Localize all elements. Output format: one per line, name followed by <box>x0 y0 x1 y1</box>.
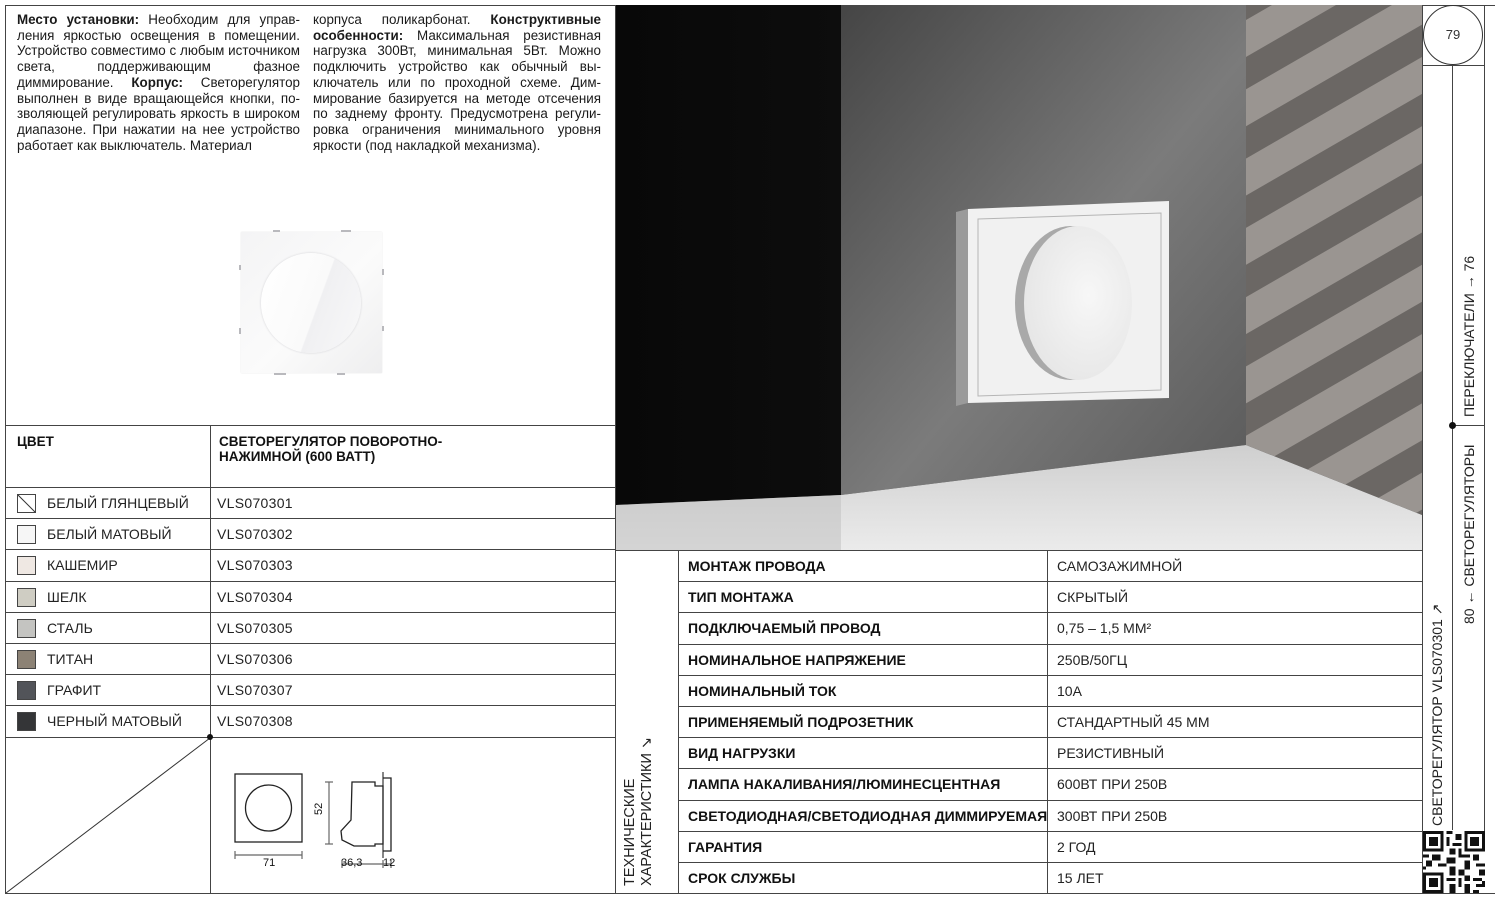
color-swatch <box>17 494 36 513</box>
spec-label: ГАРАНТИЯ <box>688 839 763 855</box>
housing-label: Корпус: <box>131 74 183 90</box>
color-swatch <box>17 619 36 638</box>
spec-value: САМОЗАЖИМНОЙ <box>1057 558 1183 574</box>
product-code: VLS070302 <box>217 526 293 542</box>
color-row-divider <box>5 612 616 613</box>
specs-section-title-line2: ХАРАКТЕРИСТИКИ ↘ <box>639 736 655 886</box>
color-swatch <box>17 525 36 544</box>
spec-row-divider <box>678 706 1423 707</box>
colors-table-top <box>5 425 616 426</box>
blank-cell-diagonal <box>5 737 211 894</box>
spec-row-divider <box>678 800 1423 801</box>
product-reference-link[interactable]: СВЕТОРЕГУЛЯТОР VLS070301 ↗ <box>1429 603 1445 826</box>
spec-label: НОМИНАЛЬНЫЙ ТОК <box>688 683 837 699</box>
dimmer-knob <box>261 253 361 353</box>
spec-row-divider <box>678 675 1423 676</box>
color-row-divider <box>5 674 616 675</box>
nav-prev-section-link[interactable]: 80 ← СВЕТОРЕГУЛЯТОРЫ <box>1461 444 1477 624</box>
spec-value: 10А <box>1057 683 1082 699</box>
color-swatch <box>17 712 36 731</box>
material-text: корпуса поликарбонат. <box>313 12 491 27</box>
color-swatch <box>17 588 36 607</box>
spec-value: 15 ЛЕТ <box>1057 870 1104 886</box>
color-row-divider <box>5 549 616 550</box>
sidebar-page-box-bottom <box>1422 65 1484 66</box>
product-code: VLS070301 <box>217 495 293 511</box>
frame-right-border <box>1484 5 1485 894</box>
color-name: КАШЕМИР <box>47 557 118 573</box>
hero-right-border <box>1422 5 1423 894</box>
description-col-2 <box>313 12 601 153</box>
color-row-divider <box>5 643 616 644</box>
spec-value: СТАНДАРТНЫЙ 45 ММ <box>1057 714 1210 730</box>
color-name: БЕЛЫЙ МАТОВЫЙ <box>47 526 172 542</box>
spec-row-divider <box>678 862 1423 863</box>
install-place-text: Необходим для управления яркостью освещения в помещении. Устройство совместимо с любым источником света, поддерживающим фазное диммирование. <box>17 12 300 90</box>
spec-label: НОМИНАЛЬНОЕ НАПРЯЖЕНИЕ <box>688 652 906 668</box>
features-text: Максимальная резистивная нагрузка 300Вт, минимальная 5Вт. Можно подключить устройство как обычный выключатель или по проходной схеме. Диммирование базируется на методе отсечения по заднему фронту. Предусмотрена регулировка ограничения минимального уровня яркости (под накладкой механизма). <box>313 27 601 153</box>
color-row-divider <box>5 705 616 706</box>
spec-value: 2 ГОД <box>1057 839 1096 855</box>
spec-label: ПОДКЛЮЧАЕМЫЙ ПРОВОД <box>688 620 881 636</box>
spec-value: СКРЫТЫЙ <box>1057 589 1129 605</box>
install-place-label: Место установки: <box>17 12 140 27</box>
spec-row-divider <box>678 644 1423 645</box>
color-name: ТИТАН <box>47 651 94 667</box>
color-name: ГРАФИТ <box>47 682 102 698</box>
color-swatch <box>17 556 36 575</box>
spec-value: 250В/50ГЦ <box>1057 652 1128 668</box>
color-row-divider <box>5 581 616 582</box>
specs-section-title-line1: ТЕХНИЧЕСКИЕ <box>622 778 638 886</box>
page-number: 79 <box>1445 27 1461 42</box>
colors-header-product: СВЕТОРЕГУЛЯТОР ПОВОРОТНО-НАЖИМНОЙ (600 ВАТТ) <box>219 434 443 464</box>
product-code: VLS070305 <box>217 620 293 636</box>
spec-value: РЕЗИСТИВНЫЙ <box>1057 745 1165 761</box>
product-code: VLS070304 <box>217 589 293 605</box>
housing-text: Светорегулятор выполнен в виде вращающейся кнопки, позволяющей регулировать яркость в широком диапазоне. При нажатии на нее устройство работает как выключатель. Материал <box>17 74 300 153</box>
sidebar-nav-dot <box>1449 422 1456 429</box>
hero-bottom-border <box>615 550 1423 551</box>
spec-row-divider <box>678 737 1423 738</box>
specs-label-column-left <box>678 550 679 894</box>
qr-code[interactable] <box>1423 831 1485 893</box>
spec-row-divider <box>678 768 1423 769</box>
color-row-divider <box>5 487 616 488</box>
specs-value-column-left <box>1047 550 1048 894</box>
features-label: Конструктивные особенности: <box>313 12 601 43</box>
spec-label: СВЕТОДИОДНАЯ/СВЕТОДИОДНАЯ ДИММИРУЕМАЯ <box>688 808 1048 824</box>
spec-label: ВИД НАГРУЗКИ <box>688 745 796 761</box>
color-name: ЧЕРНЫЙ МАТОВЫЙ <box>47 713 182 729</box>
color-name: БЕЛЫЙ ГЛЯНЦЕВЫЙ <box>47 495 189 511</box>
product-code: VLS070306 <box>217 651 293 667</box>
spec-label: ТИП МОНТАЖА <box>688 589 794 605</box>
nav-next-section-link[interactable]: ПЕРЕКЛЮЧАТЕЛИ → 76 <box>1461 255 1477 417</box>
color-name: ШЕЛК <box>47 589 87 605</box>
color-swatch <box>17 650 36 669</box>
spec-value: 600ВТ ПРИ 250В <box>1057 776 1168 792</box>
product-code: VLS070307 <box>217 682 293 698</box>
color-swatch <box>17 681 36 700</box>
dim-frame-depth-label: 12 <box>383 857 396 869</box>
spec-row-divider <box>678 581 1423 582</box>
sidebar-inner-divider <box>1452 65 1453 830</box>
spec-value: 300ВТ ПРИ 250В <box>1057 808 1168 824</box>
frame-bottom-border <box>5 893 1495 894</box>
sidebar-nav-divider <box>1452 425 1484 426</box>
hero-photo-dimmer-on-wall <box>616 5 1422 550</box>
spec-value: 0,75 – 1,5 ММ² <box>1057 620 1152 636</box>
colors-header-color: ЦВЕТ <box>17 434 54 449</box>
spec-row-divider <box>678 831 1423 832</box>
product-code: VLS070303 <box>217 557 293 573</box>
spec-label: СРОК СЛУЖБЫ <box>688 870 796 886</box>
spec-label: МОНТАЖ ПРОВОДА <box>688 558 826 574</box>
dim-width-label: 71 <box>263 857 276 869</box>
dim-height-label: 52 <box>313 802 325 815</box>
spec-label: ЛАМПА НАКАЛИВАНИЯ/ЛЮМИНЕСЦЕНТНАЯ <box>688 776 1001 792</box>
spec-label: ПРИМЕНЯЕМЫЙ ПОДРОЗЕТНИК <box>688 714 914 730</box>
description-col-1 <box>17 12 300 153</box>
color-name: СТАЛЬ <box>47 620 93 636</box>
product-code: VLS070308 <box>217 713 293 729</box>
dim-depth-label: 36,3 <box>341 857 363 869</box>
spec-row-divider <box>678 612 1423 613</box>
product-image-dimmer <box>241 232 382 373</box>
color-row-divider <box>5 518 616 519</box>
corner-dot <box>207 734 213 740</box>
